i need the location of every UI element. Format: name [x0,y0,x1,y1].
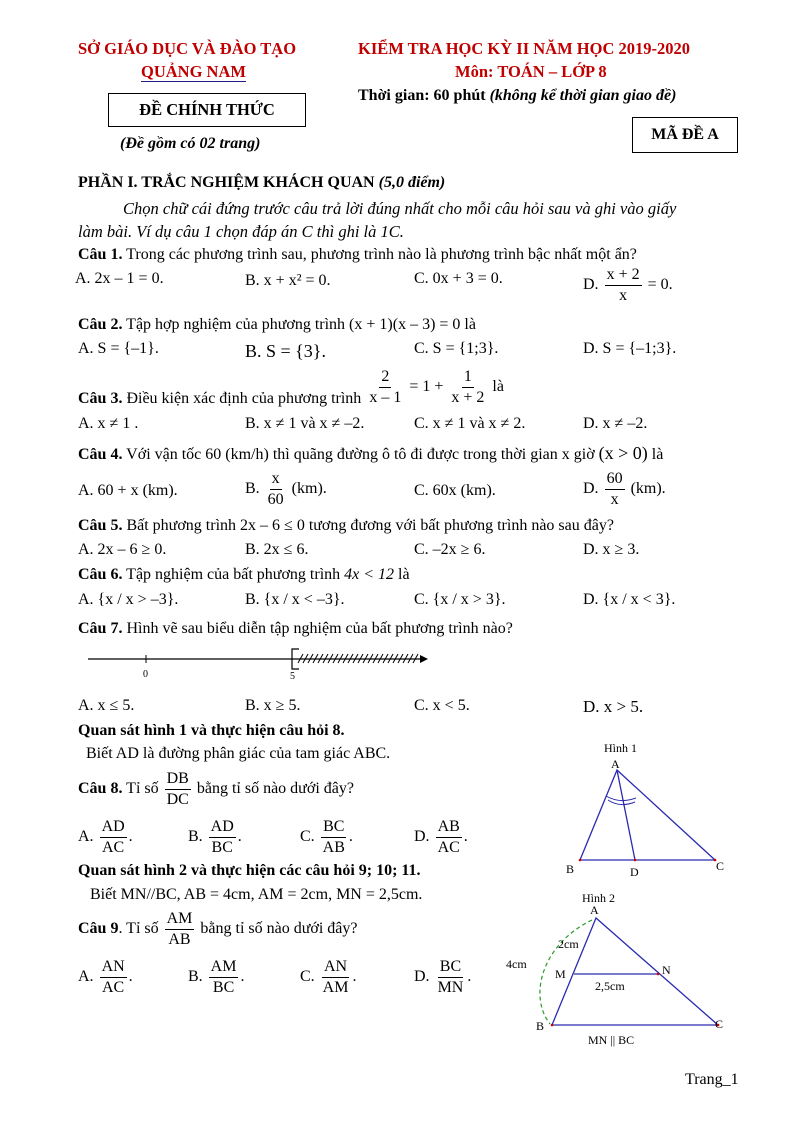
figure-1-caption: Hình 1 [604,741,637,755]
question-9: Câu 9. Tỉ số $\frac{AM}{AB}$ bằng tỉ số nào dưới đây? [78,910,358,948]
q7-option-b: B. x ≥ 5. [245,697,301,714]
pages-note: (Đề gồm có 02 trang) [120,135,261,152]
label-c: C [716,859,725,873]
label-n: N [662,963,671,977]
q2-option-c: C. S = {1;3}. [414,340,499,357]
point-b-2 [551,1024,554,1027]
q5-option-a: A. 2x – 6 ≥ 0. [78,541,167,558]
q1-option-b: B. x + x² = 0. [245,272,331,289]
question-4: Câu 4. Với vận tốc 60 (km/h) thì quãng đường ô tô đi được trong thời gian x giờ (x > 0) là [78,443,664,463]
q4-option-b: B. $\frac{x}{60}$ (km). [245,470,327,508]
q2-option-b: B. S = {3}. [245,341,326,361]
point-n [657,973,660,976]
q4-option-a: A. 60 + x (km). [78,482,178,499]
angle-arc-1 [606,796,636,801]
q8-option-b: B. $\frac{AD}{BC}$ . [188,818,242,856]
q4-option-d: D. $\frac{60}{x}$ (km). [583,470,666,508]
label-d: D [630,865,639,879]
q5-option-c: C. –2x ≥ 6. [414,541,486,558]
q5-option-d: D. x ≥ 3. [583,541,640,558]
q3-option-d: D. x ≠ –2. [583,415,648,432]
label-b-2: B [536,1019,545,1033]
q3-option-b: B. x ≠ 1 và x ≠ –2. [245,415,365,432]
q6-option-b: B. {x / x < –3}. [245,591,345,608]
label-a-2: A [590,903,599,917]
number-line-figure [86,646,431,684]
q8-option-d: D. $\frac{AB}{AC}$ . [414,818,468,856]
label-ab: 4cm [506,957,527,971]
q6-option-c: C. {x / x > 3}. [414,591,506,608]
arc-ab [540,920,592,1024]
point-b [579,859,582,862]
label-a: A [611,757,620,771]
q2-option-d: D. S = {–1;3}. [583,340,677,357]
figure-2-triangle [500,888,740,1053]
page-number: Trang_1 [685,1071,739,1088]
question-6: Câu 6. Tập nghiệm của bất phương trình 4x < 12 là [78,566,410,583]
q1-option-c: C. 0x + 3 = 0. [414,270,503,287]
label-mn: 2,5cm [595,979,625,993]
label-am: 2cm [558,937,579,951]
official-exam-box: ĐỀ CHÍNH THỨC [108,93,306,127]
label-b: B [566,862,575,876]
q7-option-a: A. x ≤ 5. [78,697,135,714]
q9-option-b: B. $\frac{AM}{BC}$ . [188,958,245,996]
q4-option-c: C. 60x (km). [414,482,496,499]
instructions-line2: làm bài. Ví dụ câu 1 chọn đáp án C thì ghi là 1C. [78,222,404,241]
time-line: Thời gian: 60 phút (không kể thời gian giao đề) [358,87,677,104]
q9-option-d: D. $\frac{BC}{MN}$ . [414,958,472,996]
exam-title: KIỂM TRA HỌC KỲ II NĂM HỌC 2019-2020 [358,39,690,58]
label-parallel: MN || BC [588,1033,635,1047]
q5-option-b: B. 2x ≤ 6. [245,541,309,558]
question-2: Câu 2. Tập hợp nghiệm của phương trình (x + 1)(x – 3) = 0 là [78,316,476,333]
label-m: M [555,967,566,981]
given-figure-2: Biết MN//BC, AB = 4cm, AM = 2cm, MN = 2,5cm. [90,886,423,903]
point-d [634,859,637,862]
section-title: PHẦN I. TRẮC NGHIỆM KHÁCH QUAN (5,0 điểm) [78,174,446,191]
label-c-2: C [715,1017,724,1031]
q2-option-a: A. S = {–1}. [78,340,159,357]
q3-option-a: A. x ≠ 1 . [78,415,139,432]
q8-option-c: C. $\frac{BC}{AB}$ . [300,818,353,856]
q9-option-c: C. $\frac{AN}{AM}$ . [300,958,357,996]
figure-1-triangle [560,738,760,883]
question-1: Câu 1. Trong các phương trình sau, phương trình nào là phương trình bậc nhất một ẩn? [78,246,637,263]
q1-option-d: D. $\frac{x + 2}{x}$ = 0. [583,266,673,304]
observe-figure-2: Quan sát hình 2 và thực hiện các câu hỏi 9; 10; 11. [78,862,421,879]
axis-arrow-head [420,655,428,663]
exam-code-box: MÃ ĐỀ A [632,117,738,153]
department-name: SỞ GIÁO DỤC VÀ ĐÀO TẠO [78,39,297,58]
q6-option-d: D. {x / x < 3}. [583,591,676,608]
province-name: QUẢNG NAM [141,62,246,81]
q7-option-c: C. x < 5. [414,697,470,714]
given-figure-1: Biết AD là đường phân giác của tam giác ABC. [86,745,391,762]
q9-option-a: A. $\frac{AN}{AC}$ . [78,958,133,996]
subject: Môn: TOÁN – LỚP 8 [455,62,607,81]
tick-label-0: 0 [143,669,148,680]
q7-option-d: D. x > 5. [583,697,644,716]
figure-2-caption: Hình 2 [582,891,615,905]
observe-figure-1: Quan sát hình 1 và thực hiện câu hỏi 8. [78,722,345,739]
q8-option-a: A. $\frac{AD}{AC}$ . [78,818,133,856]
question-3: Câu 3. Điều kiện xác định của phương trình $\frac{2}{x - 1}$ = 1 + $\frac{1}{x + 2}$ là [78,368,504,407]
tick-label-5: 5 [290,671,295,682]
q3-option-c: C. x ≠ 1 và x ≠ 2. [414,415,526,432]
q1-option-a: A. 2x – 1 = 0. [75,270,164,287]
question-7: Câu 7. Hình vẽ sau biểu diễn tập nghiệm của bất phương trình nào? [78,620,513,637]
instructions-line1: Chọn chữ cái đứng trước câu trả lời đúng nhất cho mỗi câu hỏi sau và ghi vào giấy [123,199,677,218]
question-5: Câu 5. Bất phương trình 2x – 6 ≤ 0 tương đương với bất phương trình nào sau đây? [78,517,614,534]
question-8: Câu 8. Tỉ số $\frac{DB}{DC}$ bằng tỉ số nào dưới đây? [78,770,354,808]
triangle-abc [580,770,715,860]
q6-option-a: A. {x / x > –3}. [78,591,179,608]
triangle-abc-2 [552,918,718,1025]
